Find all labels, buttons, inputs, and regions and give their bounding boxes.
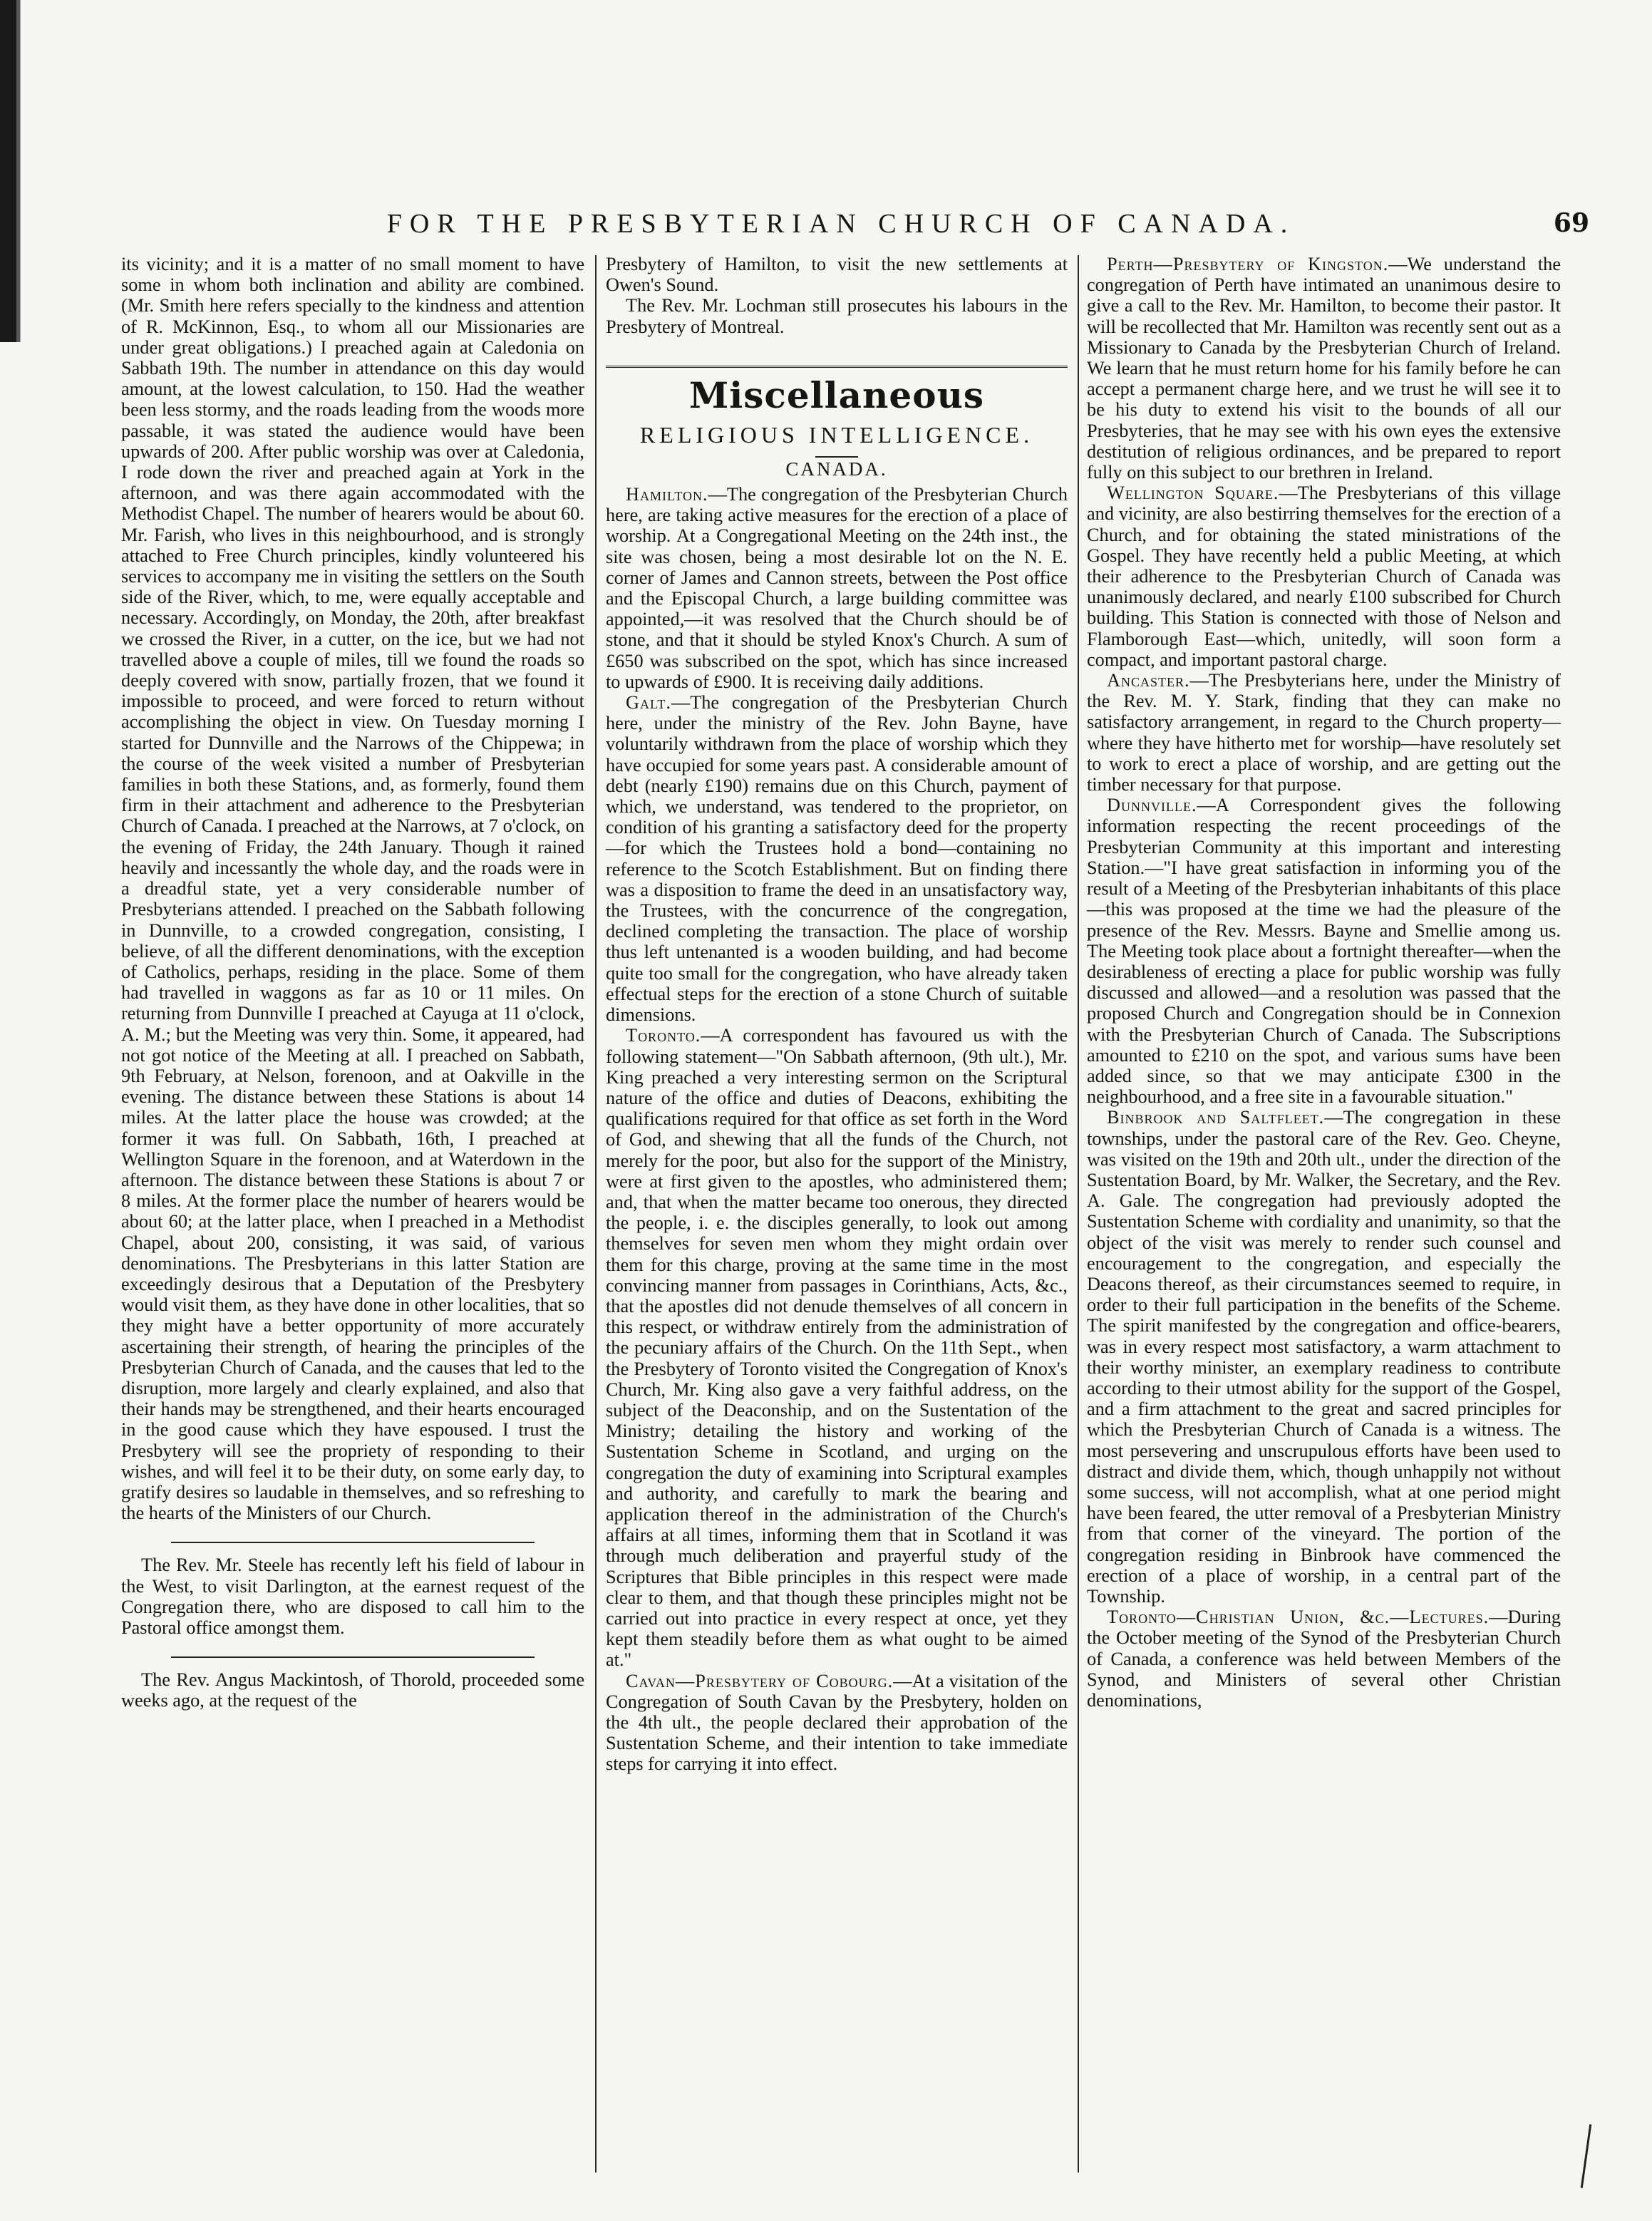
divider	[171, 1656, 535, 1658]
notice-mackintosh: The Rev. Angus Mackintosh, of Thorold, proceeded some weeks ago, at the request of the	[121, 1669, 584, 1711]
item-head: Galt.	[626, 692, 671, 713]
item-head: Wellington Square.	[1107, 483, 1279, 504]
column-rule	[595, 255, 597, 2173]
item-body: —A correspondent has favoured us with the following statement—"On Sabbath afternoon, (9th ult.), Mr. King preached a very interesting sermon on the Scriptural nature of the office and duties of Deacons, exhibiting the qualifications required for that office as set forth in the Word of God, and shewing that all the funds of the Church, not merely for the poor, but also for the support of the Ministry, were at first given to the apostles, who administered them; and, that when the matter became too onerous, they directed the people, i. e. the disciples generally, to look out among themselves for seven men whom they might ordain over them for this charge, proving at the same time in the most convincing manner from passages in Corinthians, Acts, &c., that the apostles did not denude themselves of all concern in this respect, or withdraw entirely from the administration of the pecuniary affairs of the Church. On the 11th Sept., when the Presbytery of Toronto visited the Congregation of Knox's Church, Mr. King also gave a very faithful address, on the subject of the Deaconship, and on the Sustentation of the Ministry; detailing the history and working of the Sustentation Scheme in Scotland, and urging on the congregation the duty of examining into Scriptural examples and authority, and carefully to mark the bearing and application thereof in the administration of the Church's affairs at all times, informing them that in Scotland it was through much deliberation and prayerful study of the Scriptures that Bible principles in this respect were made clear to them, and that though these principles might not be carried out into practice in every respect at once, yet they kept them steadily before them as what ought to be aimed at."	[606, 1025, 1068, 1671]
item-body: —The Presbyterians of this village and vicinity, are also bestirring themselves for the erection of a Church, and for obtaining the stated ministrations of the Gospel. They have recently held a public Meeting, at which their adherence to the Presbyterian Church of Canada was unanimously declared, and nearly £100 subscribed for Church building. This Station is connected with those of Nelson and Flamborough East—which, unitedly, will soon form a compact, and important pastoral charge.	[1087, 483, 1561, 670]
item-ancaster	[1087, 670, 1561, 795]
item-dunnville	[1087, 795, 1561, 1107]
item-head: Ancaster.	[1107, 670, 1190, 691]
item-body: —We understand the congregation of Perth have intimated an unanimous desire to give a call to the Rev. Mr. Hamilton, to become their pastor. It will be recollected that Mr. Hamilton was recently sent out as a Missionary to Canada by the Presbyterian Church of Ireland. We learn that he must return home for his family before he can accept a permanent charge here, and we trust he will see it to be his duty to extend his visit to the bounds of all our Presbyteries, that he may see with his own eyes the extensive destitution of religious ordinances, and be prepared to report fully on this subject to our brethren in Ireland.	[1087, 254, 1561, 483]
column-1	[121, 254, 584, 1711]
item-body: —At a visitation of the Congregation of South Cavan by the Presbytery, holden on the 4th ult., the people declared their approbation of the Sustentation Scheme, and their intention to take immediate steps for carrying it into effect.	[606, 1670, 1068, 1775]
item-wellington	[1087, 483, 1561, 670]
item-perth	[1087, 254, 1561, 483]
item-toronto	[606, 1025, 1068, 1670]
country-heading: CANADA.	[785, 458, 888, 480]
item-head: Perth—Presbytery of Kingston.	[1107, 254, 1389, 274]
notice-steele: The Rev. Mr. Steele has recently left his field of labour in the West, to visit Darlington, at the earnest request of the Congregation there, who are disposed to call him to the Pastoral office amongst them.	[121, 1555, 584, 1638]
item-body: —The Presbyterians here, under the Ministry of the Rev. M. Y. Stark, finding that they can make no satisfactory arrangement, in regard to the Church property—where they have hitherto met for worship—have resolutely set to work to erect a place of worship, and are getting out the timber necessary for that purpose.	[1087, 670, 1561, 795]
report-paragraph: its vicinity; and it is a matter of no small moment to have some in whom both inclination and ability are combined. (Mr. Smith here refers specially to the kindness and attention of R. McKinnon, Esq., to whom all our Missionaries are under great obligations.) I preached again at Caledonia on Sabbath 19th. The number in attendance on this day would amount, at the lowest calculation, to 150. Had the weather been less stormy, and the roads leading from the woods more passable, it was stated the audience would have been upwards of 200. After public worship was over at Caledonia, I rode down the river and preached again at York in the afternoon, and was there again accommodated with the Methodist Chapel. The number of hearers would be about 60. Mr. Farish, who lives in this neighbourhood, and is strongly attached to Free Church principles, kindly volunteered his services to accompany me in visiting the settlers on the South side of the River, which, to me, were equally acceptable and necessary. Accordingly, on Monday, the 20th, after breakfast we crossed the River, in a cutter, on the ice, but we had not travelled above a couple of miles, till we found the roads so deeply covered with snow, partially frozen, that we found it impossible to proceed, and were forced to return without accomplishing the object in view. On Tuesday morning I started for Dunnville and the Narrows of the Chippewa; in the course of the week visited a number of Presbyterian families in both these Stations, and, as formerly, found them firm in their attachment and adherence to the Presbyterian Church of Canada. I preached at the Narrows, at 7 o'clock, on the evening of Friday, the 24th January. Though it rained heavily and incessantly the whole day, and the roads were in a dreadful state, yet a very considerable number of Presbyterians attended. I preached on the Sabbath following in Dunnville, to a crowded congregation, consisting, I believe, of all the different denominations, with the exception of Catholics, perhaps, residing in the place. Some of them had travelled in waggons as far as 10 or 11 miles. On returning from Dunnville I preached at Cayuga at 11 o'clock, A. M.; but the Meeting was very thin. Some, it appeared, had not got notice of the Meeting at all. I preached on Sabbath, 9th February, at Nelson, forenoon, and at Oakville in the evening. The distance between these Stations is about 14 miles. At the latter place the house was crowded; at the former it was full. On Sabbath, 16th, I preached at Wellington Square in the forenoon, and at Waterdown in the afternoon. The distance between these Stations is about 7 or 8 miles. At the former place the number of hearers would be about 60; at the latter place, when I preached in a Methodist Chapel, about 200, consisting, it was said, of various denominations. The Presbyterians in this latter Station are exceedingly desirous that a Deputation of the Presbytery would visit them, as they have done in other localities, that so they might have a better opportunity of more accurately ascertaining their strength, of hearing the principles of the Presbyterian Church of Canada, and the causes that led to the disruption, more largely and clearly explained, and also that their hands may be strengthened, and their hearts encouraged in the good cause which they have espoused. I trust the Presbytery will see the propriety of responding to their wishes, and will feel it to be their duty, on some early day, to gratify desires so laudable in themselves, and so refreshing to the hearts of the Ministers of our Church.	[121, 254, 584, 1524]
item-body: —The congregation of the Presbyterian Church here, are taking active measures for the erection of a place of worship. At a Congregational Meeting on the 24th inst., the site was chosen, being a most desirable lot on the N. E. corner of James and Cannon streets, between the Post office and the Episcopal Church, a large building committee was appointed,—it was resolved that the Church should be of stone, and that it should be styled Knox's Church. A sum of £650 was subscribed on the spot, which has since increased to upwards of £900. It is receiving daily additions.	[606, 484, 1068, 692]
column-2	[606, 254, 1068, 1775]
item-galt	[606, 692, 1068, 1025]
item-head: Binbrook and Saltfleet.	[1107, 1107, 1325, 1128]
page-number: 69	[1553, 208, 1589, 238]
margin-mark	[1581, 2124, 1591, 2188]
divider	[815, 456, 858, 458]
item-head: Hamilton.	[626, 484, 708, 505]
continuation-paragraph: Presbytery of Hamilton, to visit the new settlements at Owen's Sound.	[606, 254, 1068, 296]
item-cavan	[606, 1671, 1068, 1775]
header-title: FOR THE PRESBYTERIAN CHURCH OF CANADA.	[386, 209, 1296, 239]
item-head: Dunnville.	[1107, 795, 1197, 816]
item-head: Toronto.	[626, 1025, 701, 1046]
item-body: —The congregation in these townships, under the pastoral care of the Rev. Geo. Cheyne, was visited on the 19th and 20th ult., under the direction of the Sustentation Board, by Mr. Walker, the Secretary, and the Rev. A. Gale. The congregation had previously adopted the Sustentation Scheme with cordiality and unanimity, so that the object of the visit was merely to render such counsel and encouragement to the congregation, and especially the Deacons thereof, as their circumstances seemed to require, in order to their full participation in the benefits of the Scheme. The spirit manifested by the congregation and office-bearers, was in every respect most satisfactory, a warm attachment to their worthy minister, an exemplary readiness to contribute according to their utmost ability for the support of the Gospel, and a firm attachment to the great and sacred principles for which the Presbyterian Church of Canada is a witness. The most persevering and unscrupulous efforts have been used to distract and divide them, which, though unhappily not without some success, will not accomplish, what at one period might have been feared, the utter removal of a Presbyterian Ministry from that corner of the vineyard. The portion of the congregation residing in Binbrook have commenced the erection of a place of worship, in a central part of the Township.	[1087, 1107, 1561, 1607]
item-christian-union	[1087, 1607, 1561, 1711]
item-body: —The congregation of the Presbyterian Church here, under the ministry of the Rev. John Bayne, have voluntarily withdrawn from the place of worship which they have occupied for some years past. A considerable amount of debt (nearly £190) remains due on this Church, payment of which, we understand, was tendered to the proprietor, on condition of his granting a satisfactory deed for the property—for which the Trustees hold a bond—containing no reference to the Scotch Establishment. But on finding there was a disposition to frame the deed in an unsatisfactory way, the Trustees, with the concurrence of the congregation, declined completing the transaction. The place of worship thus left untenanted is a wooden building, and had become quite too small for the congregation, who have already taken effectual steps for the erection of a stone Church of suitable dimensions.	[606, 692, 1068, 1026]
section-subtitle: RELIGIOUS INTELLIGENCE.	[639, 421, 1034, 448]
item-head: Cavan—Presbytery of Cobourg.	[626, 1670, 894, 1691]
notice-lochman: The Rev. Mr. Lochman still prosecutes his labours in the Presbytery of Montreal.	[606, 295, 1068, 337]
running-header	[93, 208, 1589, 251]
item-head: Toronto—Christian Union, &c.—Lectures.	[1107, 1607, 1490, 1628]
item-body: —During the October meeting of the Synod of the Presbyterian Church of Canada, a conference was held between Members of the Synod, and Ministers of several other Christian denominations,	[1087, 1607, 1561, 1711]
item-binbrook	[1087, 1107, 1561, 1607]
column-rule	[1078, 255, 1079, 2173]
item-hamilton	[606, 484, 1068, 692]
section-title: Miscellaneous	[606, 366, 1068, 418]
column-3	[1087, 254, 1561, 1711]
item-body: —A Correspondent gives the following information respecting the recent proceedings of the Presbyterian Community at this important and interesting Station.—"I have great satisfaction in informing you of the result of a Meeting of the Presbyterian inhabitants of this place—this was proposed at the time we had the pleasure of the presence of the Rev. Messrs. Bayne and Smellie among us. The Meeting took place about a fortnight thereafter—when the desirableness of erecting a place for public worship was fully discussed and allowed—and a resolution was passed that the proposed Church and Congregation should be in Connexion with the Presbyterian Church of Canada. The Subscriptions amounted to £210 on the spot, and various sums have been added since, so that we may anticipate £300 in the neighbourhood, and a free site in a favourable situation."	[1087, 795, 1561, 1108]
divider	[171, 1542, 535, 1543]
binding-edge	[0, 0, 27, 342]
